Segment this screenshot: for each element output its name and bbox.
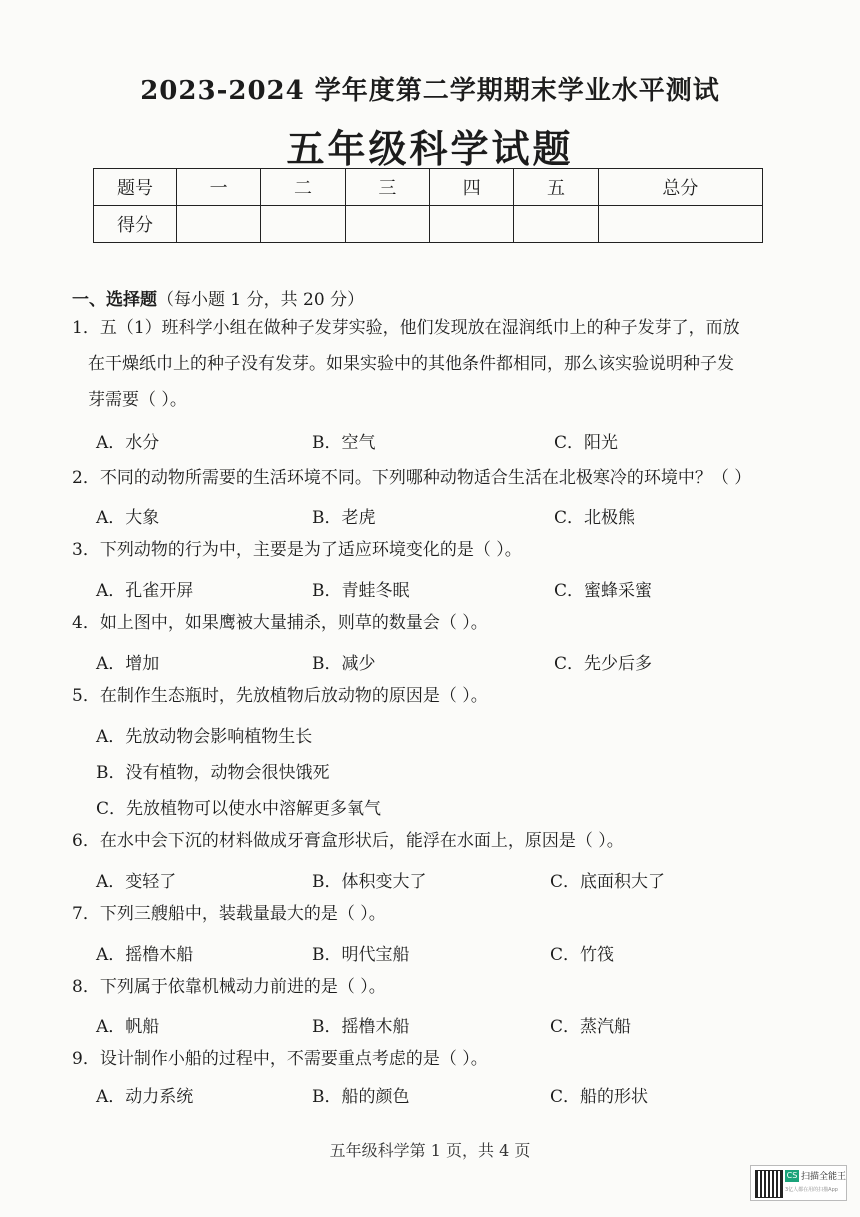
option-c: C．蜜蜂采蜜: [554, 581, 653, 601]
question-line: 8．下列属于依靠机械动力前进的是（ ）。: [72, 977, 386, 997]
question-line: 4．如上图中，如果鹰被大量捕杀，则草的数量会（ ）。: [72, 613, 488, 633]
option-b: B．老虎: [312, 508, 376, 528]
scanner-tagline: 3亿人都在用的扫描App: [785, 1187, 838, 1193]
score-table-score-row: [94, 206, 763, 243]
question-2: [72, 460, 812, 496]
score-cell: [345, 206, 429, 243]
option-b: B．摇橹木船: [312, 1017, 410, 1037]
question-9: [72, 1041, 792, 1077]
question-line: 在干燥纸巾上的种子没有发芽。如果实验中的其他条件都相同，那么该实验说明种子发: [88, 354, 734, 374]
section-title: 一、选择题: [72, 290, 157, 310]
question-line: 9．设计制作小船的过程中，不需要重点考虑的是（ ）。: [72, 1049, 488, 1069]
score-cell: 三: [345, 169, 429, 206]
score-cell: 题号: [94, 169, 177, 206]
score-cell: 二: [261, 169, 345, 206]
exam-title: 2023-2024 学年度第二学期期末学业水平测试: [140, 76, 720, 106]
qr-code-icon: [755, 1170, 783, 1198]
option-c: C．蒸汽船: [550, 1017, 632, 1037]
question-line: 1．五（1）班科学小组在做种子发芽实验，他们发现放在湿润纸巾上的种子发芽了，而放: [72, 318, 740, 338]
option-b: B．空气: [312, 433, 376, 453]
option-a: A．先放动物会影响植物生长: [96, 727, 313, 747]
question-3: [72, 532, 792, 568]
score-cell: 得分: [94, 206, 177, 243]
option-b: B．没有植物，动物会很快饿死: [96, 763, 330, 783]
question-line: 2．不同的动物所需要的生活环境不同。下列哪种动物适合生活在北极寒冷的环境中？（ ）: [72, 468, 752, 488]
question-line: 芽需要（ ）。: [88, 390, 187, 410]
score-cell: [598, 206, 762, 243]
option-c: C．先少后多: [554, 654, 653, 674]
exam-subject-title: 五年级科学试题: [286, 126, 574, 171]
option-c: C．阳光: [554, 433, 619, 453]
option-a: A．摇橹木船: [96, 945, 194, 965]
score-cell: [514, 206, 598, 243]
question-line: 7．下列三艘船中，装载量最大的是（ ）。: [72, 904, 386, 924]
question-6: [72, 823, 792, 859]
question-5: [72, 678, 792, 714]
score-cell: [177, 206, 261, 243]
score-cell: 一: [177, 169, 261, 206]
option-b: B．青蛙冬眠: [312, 581, 410, 601]
option-a: A．动力系统: [96, 1087, 194, 1107]
option-b: B．船的颜色: [312, 1087, 410, 1107]
option-a: A．变轻了: [96, 872, 177, 892]
option-b: B．明代宝船: [312, 945, 410, 965]
scanner-watermark: [750, 1165, 847, 1201]
score-table-header-row: [94, 169, 763, 206]
question-7: [72, 896, 792, 932]
score-cell: [261, 206, 345, 243]
option-c: C．北极熊: [554, 508, 636, 528]
option-c: C．竹筏: [550, 945, 615, 965]
option-a: A．增加: [96, 654, 160, 674]
section-heading: [72, 285, 364, 310]
score-cell: [430, 206, 514, 243]
section-note: （每小题 1 分，共 20 分）: [157, 290, 365, 310]
option-a: A．大象: [96, 508, 160, 528]
option-a: A．水分: [96, 433, 160, 453]
option-c: C．船的形状: [550, 1087, 649, 1107]
page-footer: 五年级科学第 1 页，共 4 页: [329, 1141, 531, 1160]
scanner-app-name: 扫描全能王: [801, 1172, 847, 1182]
score-table: [93, 168, 763, 243]
option-c: C．先放植物可以使水中溶解更多氧气: [96, 799, 382, 819]
option-b: B．体积变大了: [312, 872, 427, 892]
question-8: [72, 969, 792, 1005]
option-a: A．帆船: [96, 1017, 160, 1037]
option-c: C．底面积大了: [550, 872, 666, 892]
question-line: 5．在制作生态瓶时，先放植物后放动物的原因是（ ）。: [72, 686, 488, 706]
question-1: [72, 310, 792, 418]
question-line: 3．下列动物的行为中，主要是为了适应环境变化的是（ ）。: [72, 540, 522, 560]
scanner-logo: CS: [786, 1171, 798, 1180]
score-cell: 四: [430, 169, 514, 206]
score-cell: 五: [514, 169, 598, 206]
score-cell: 总分: [598, 169, 762, 206]
option-a: A．孔雀开屏: [96, 581, 194, 601]
option-b: B．减少: [312, 654, 376, 674]
question-4: [72, 605, 792, 641]
question-line: 6．在水中会下沉的材料做成牙膏盒形状后，能浮在水面上，原因是（ ）。: [72, 831, 624, 851]
